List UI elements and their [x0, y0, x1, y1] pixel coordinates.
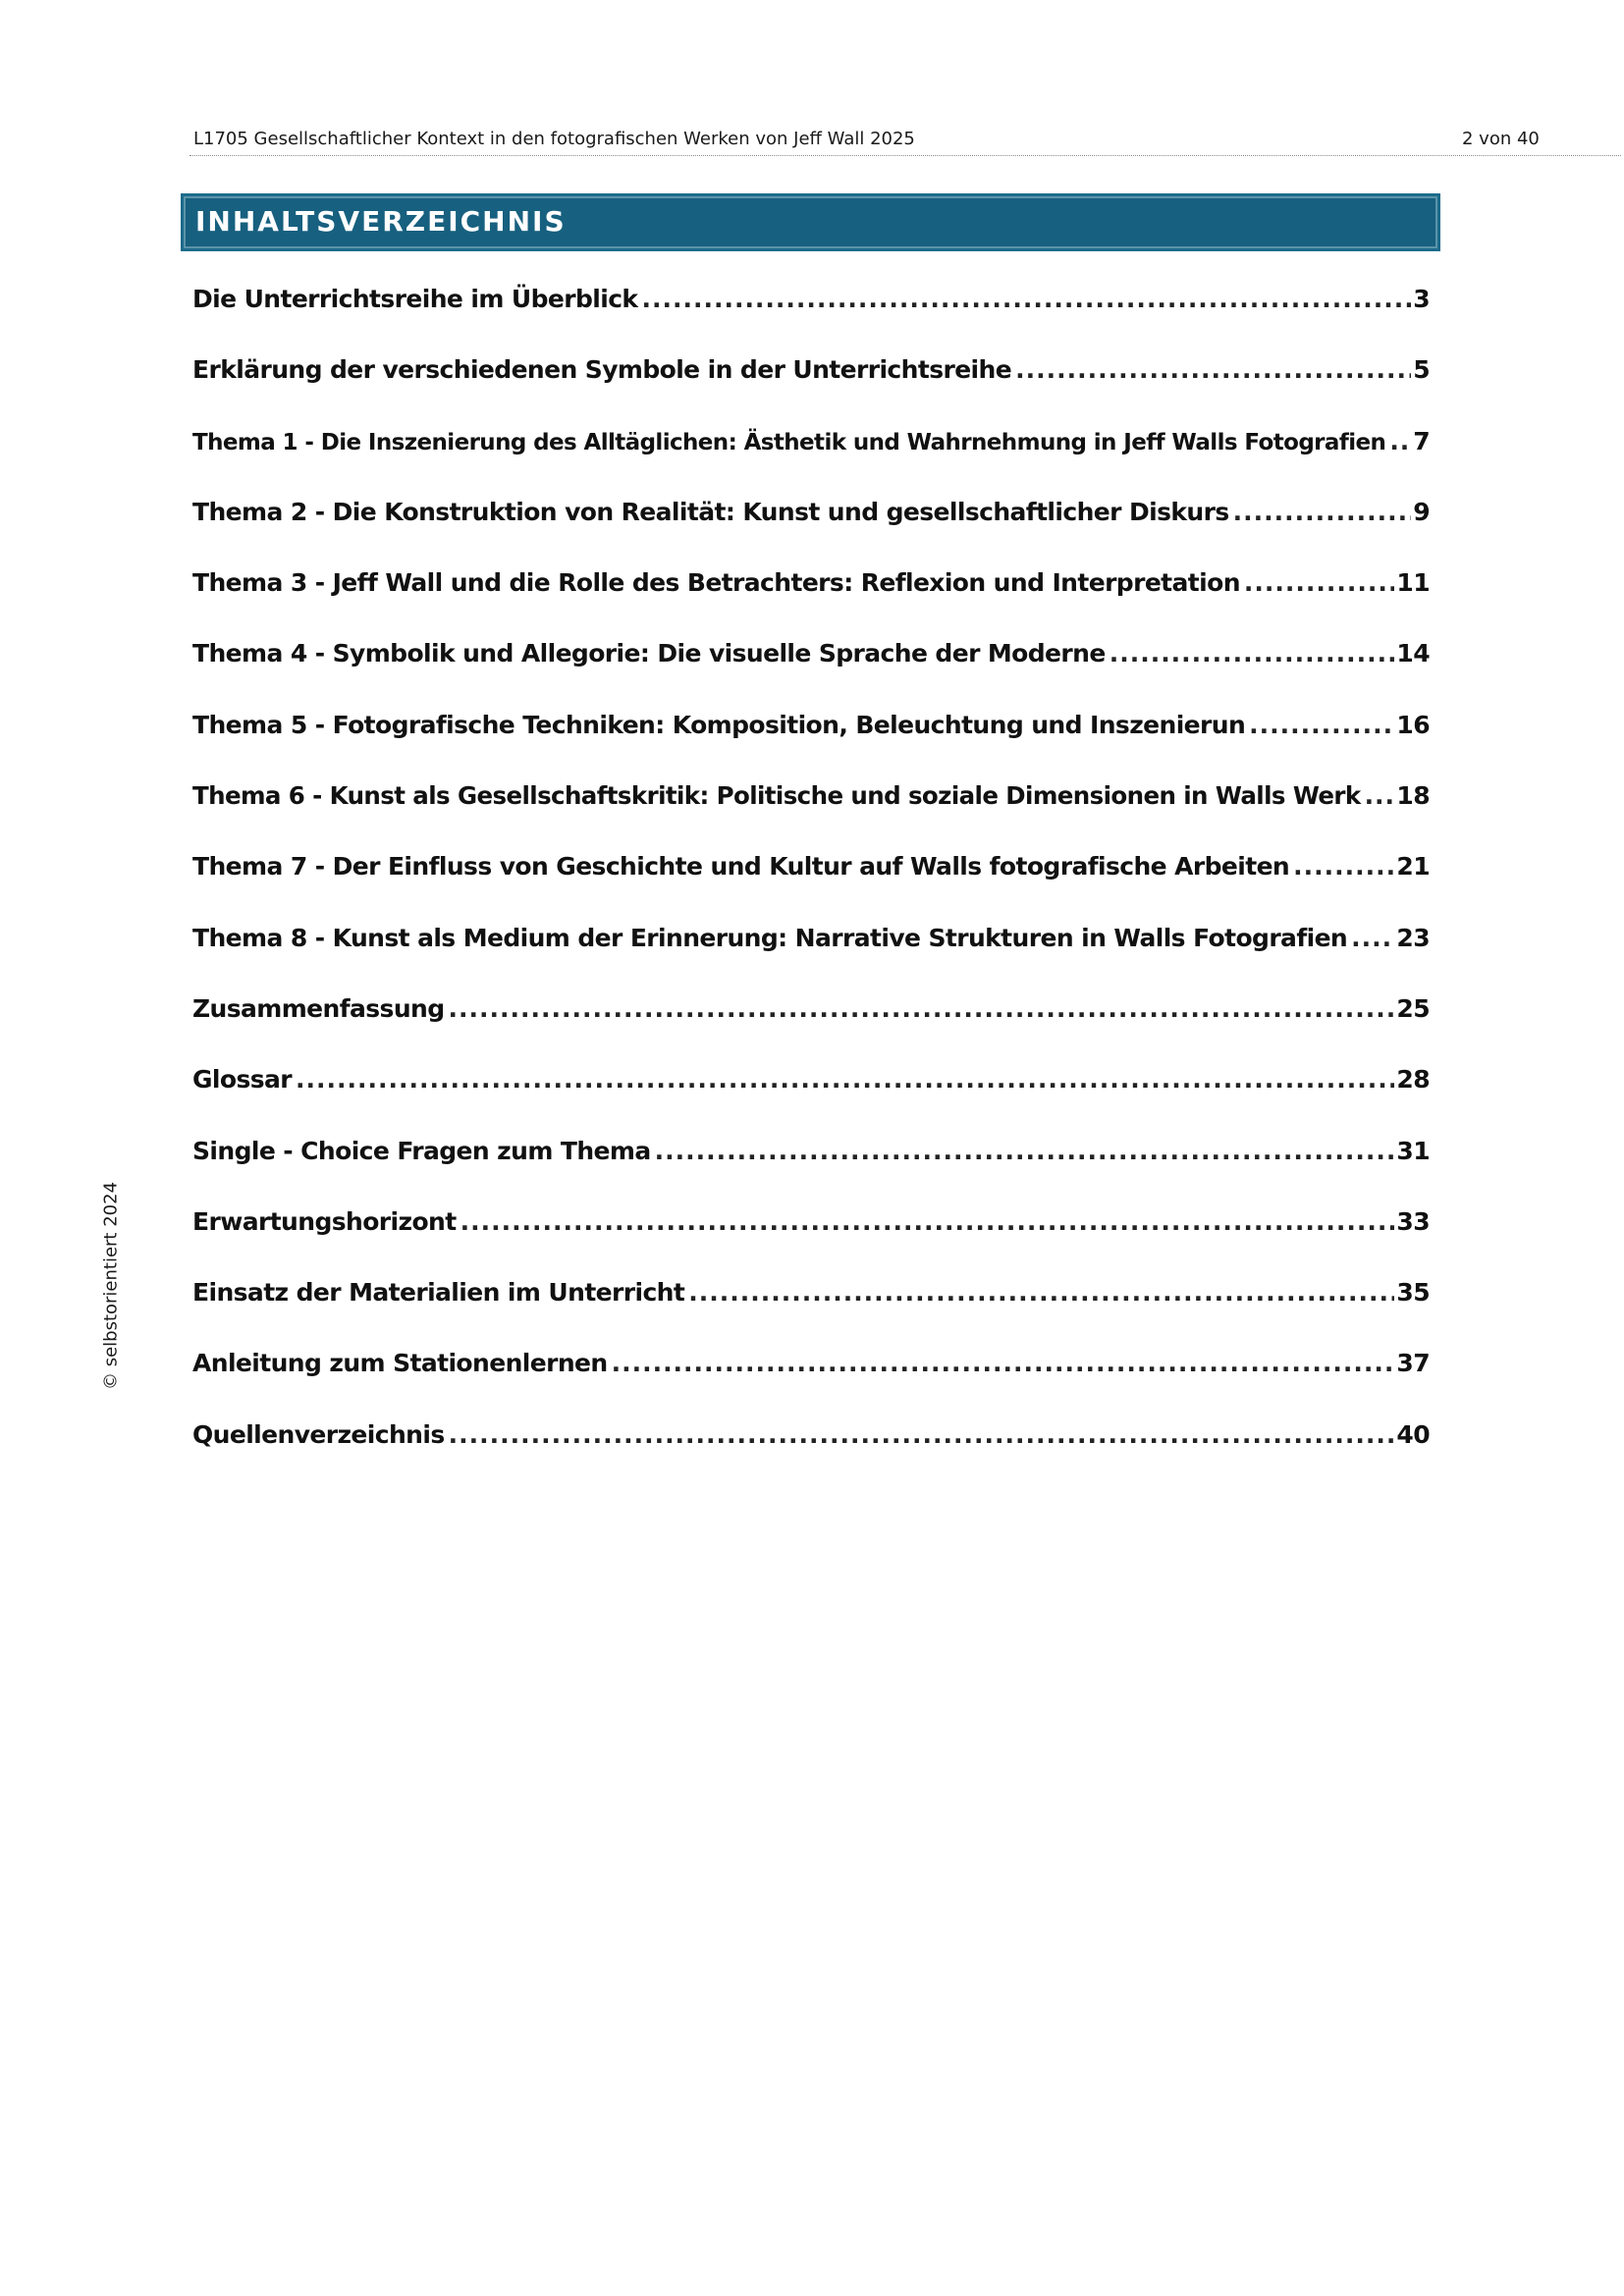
toc-dot-leader: [449, 994, 1395, 1023]
toc-entry[interactable]: [192, 355, 1430, 426]
toc-entry[interactable]: [192, 711, 1430, 781]
toc-entry[interactable]: [192, 1207, 1430, 1278]
toc-entry[interactable]: [192, 498, 1430, 568]
toc-entry-page-number: 21: [1396, 852, 1430, 881]
toc-dot-leader: [1365, 781, 1395, 810]
toc-dot-leader: [612, 1349, 1395, 1377]
toc-entry-page-number: 9: [1413, 497, 1430, 526]
page-header: [189, 126, 1621, 156]
toc-entry-title: Erklärung der verschiedenen Symbole in der Unterrichtsreihe: [192, 355, 1012, 385]
toc-dot-leader: [1244, 568, 1395, 597]
toc-entry-title: Thema 7 - Der Einfluss von Geschichte und Kultur auf Walls fotografische Arbeiten: [192, 852, 1290, 881]
toc-entry-title: Glossar: [192, 1065, 293, 1095]
toc-dot-leader: [1015, 355, 1411, 384]
toc-entry-page-number: 28: [1396, 1065, 1430, 1095]
toc-entry-title: Thema 5 - Fotografische Techniken: Komposition, Beleuchtung und Inszenierun: [192, 710, 1246, 739]
toc-entry-title: Einsatz der Materialien im Unterricht: [192, 1278, 685, 1308]
table-of-contents: [192, 285, 1430, 1491]
toc-entry-page-number: 23: [1396, 923, 1430, 952]
toc-dot-leader: [1351, 924, 1394, 952]
toc-entry-title: Thema 3 - Jeff Wall und die Rolle des Betrachters: Reflexion und Interpretation: [192, 568, 1240, 598]
toc-entry[interactable]: [192, 852, 1430, 923]
toc-dot-leader: [641, 285, 1411, 313]
toc-entry-page-number: 16: [1396, 710, 1430, 739]
toc-dot-leader: [1110, 639, 1395, 667]
toc-entry-page-number: 31: [1396, 1136, 1430, 1165]
toc-entry[interactable]: [192, 639, 1430, 710]
toc-dot-leader: [1389, 427, 1411, 455]
toc-entry-title: Zusammenfassung: [192, 993, 445, 1023]
toc-entry-title: Single - Choice Fragen zum Thema: [192, 1136, 651, 1165]
toc-entry[interactable]: [192, 1065, 1430, 1136]
toc-dot-leader: [296, 1065, 1394, 1094]
toc-heading-banner: [181, 193, 1440, 251]
toc-entry-page-number: 40: [1396, 1419, 1430, 1449]
toc-entry-page-number: 35: [1396, 1278, 1430, 1308]
toc-dot-leader: [449, 1420, 1395, 1449]
toc-entry-page-number: 25: [1396, 993, 1430, 1023]
toc-dot-leader: [460, 1207, 1395, 1236]
page-number: 2 von 40: [1462, 129, 1540, 149]
toc-entry-title: Thema 8 - Kunst als Medium der Erinnerung: Narrative Strukturen in Walls Fotografien: [192, 923, 1348, 952]
toc-entry-page-number: 37: [1396, 1349, 1430, 1378]
toc-entry[interactable]: [192, 427, 1430, 498]
toc-entry[interactable]: [192, 285, 1430, 355]
toc-entry-title: Anleitung zum Stationenlernen: [192, 1349, 608, 1378]
toc-entry-title: Quellenverzeichnis: [192, 1419, 445, 1449]
toc-dot-leader: [688, 1278, 1394, 1307]
toc-entry-title: Thema 4 - Symbolik und Allegorie: Die visuelle Sprache der Moderne: [192, 639, 1106, 668]
toc-entry-page-number: 11: [1396, 568, 1430, 598]
toc-entry[interactable]: [192, 994, 1430, 1065]
toc-entry-title: Erwartungshorizont: [192, 1206, 457, 1236]
copyright-note: © selbstorientiert 2024: [100, 1181, 122, 1391]
toc-entry[interactable]: [192, 568, 1430, 639]
toc-entry-page-number: 14: [1396, 639, 1430, 668]
toc-entry-page-number: 5: [1413, 355, 1430, 385]
toc-entry[interactable]: [192, 1278, 1430, 1349]
toc-entry-title: Thema 1 - Die Inszenierung des Alltäglichen: Ästhetik und Wahrnehmung in Jeff Walls Fotografien: [192, 429, 1386, 455]
toc-entry-page-number: 7: [1413, 426, 1430, 455]
toc-entry-title: Thema 6 - Kunst als Gesellschaftskritik: Politische und soziale Dimensionen in Walls Werk: [192, 781, 1361, 811]
toc-entry[interactable]: [192, 924, 1430, 994]
toc-entry[interactable]: [192, 781, 1430, 852]
toc-heading: INHALTSVERZEICHNIS: [195, 205, 567, 238]
toc-dot-leader: [1233, 498, 1412, 526]
toc-entry[interactable]: [192, 1137, 1430, 1207]
toc-entry-page-number: 18: [1396, 781, 1430, 811]
toc-entry-page-number: 3: [1413, 285, 1430, 313]
toc-entry-page-number: 33: [1396, 1206, 1430, 1236]
toc-dot-leader: [1293, 852, 1394, 881]
toc-entry-title: Die Unterrichtsreihe im Überblick: [192, 285, 638, 313]
toc-entry-title: Thema 2 - Die Konstruktion von Realität: Kunst und gesellschaftlicher Diskurs: [192, 497, 1229, 526]
toc-dot-leader: [1249, 711, 1394, 739]
toc-entry[interactable]: [192, 1349, 1430, 1419]
toc-entry[interactable]: [192, 1420, 1430, 1491]
toc-dot-leader: [655, 1137, 1395, 1165]
document-title: L1705 Gesellschaftlicher Kontext in den fotografischen Werken von Jeff Wall 2025: [193, 129, 915, 149]
